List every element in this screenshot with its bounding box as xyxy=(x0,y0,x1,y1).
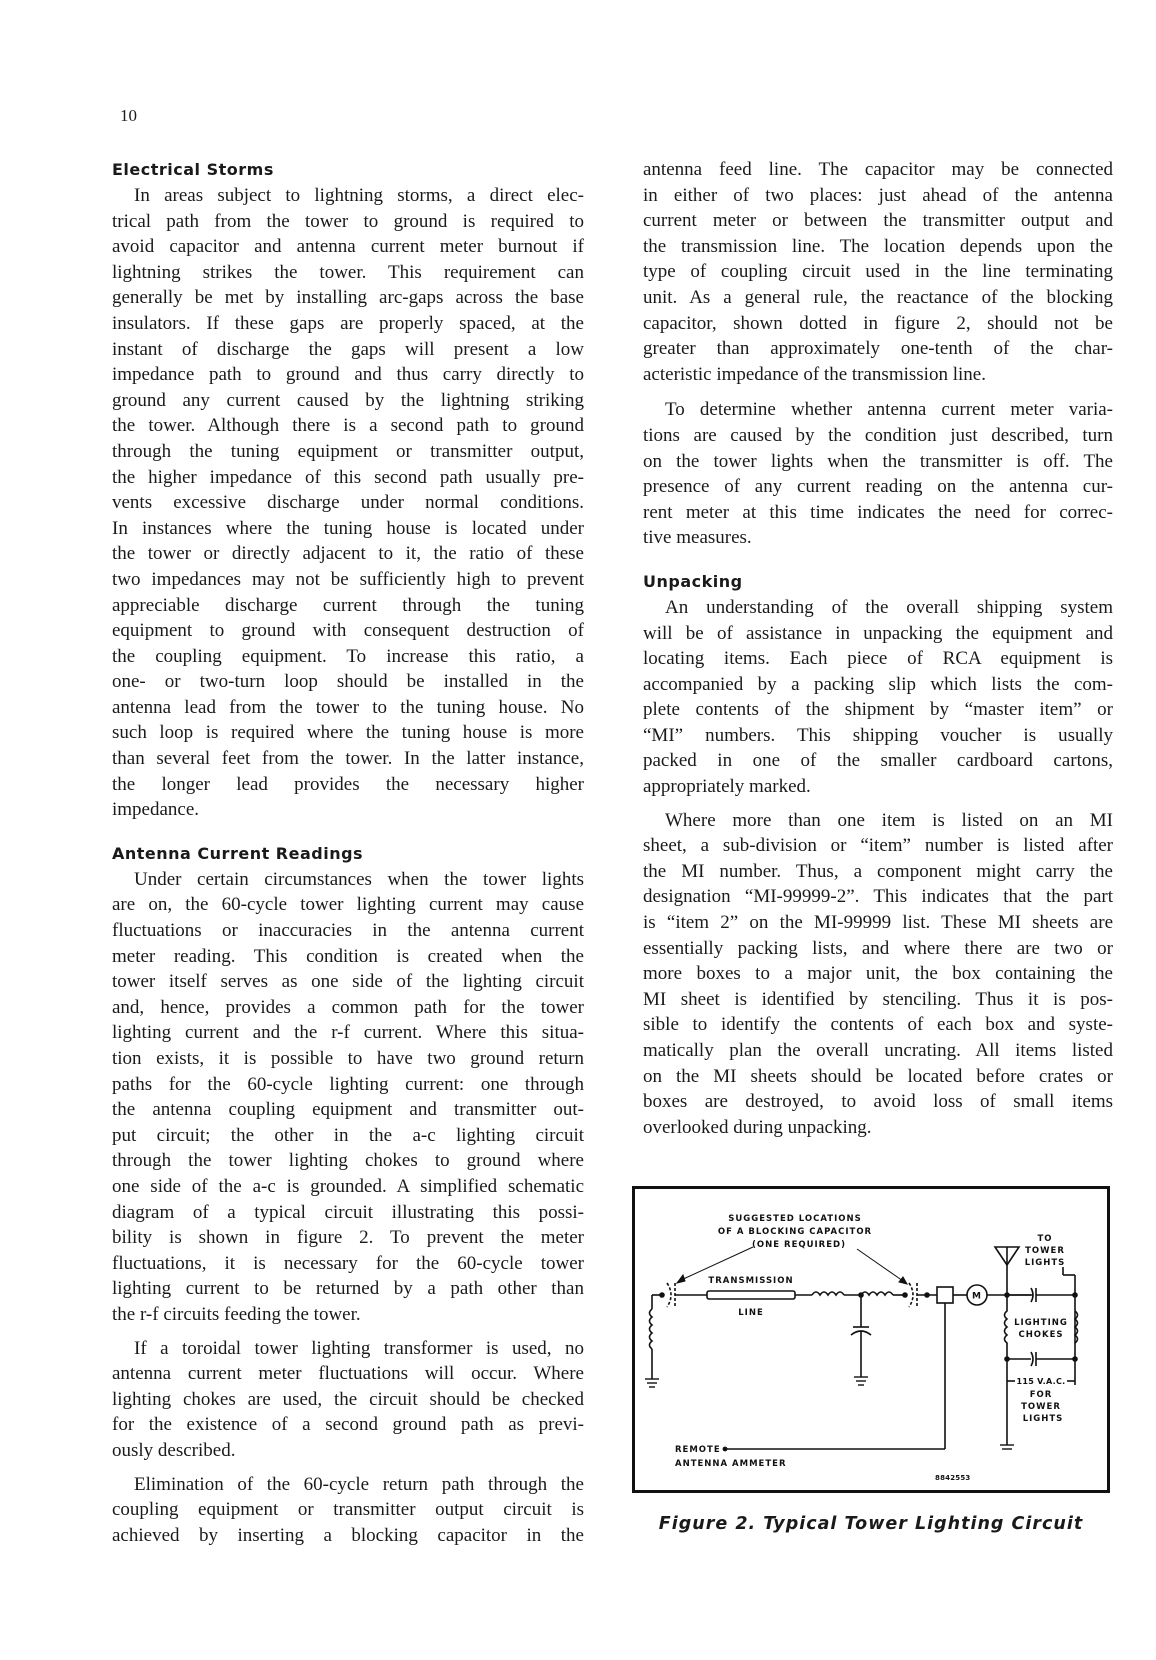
text-line: the coupling equipment. To increase this ratio, a xyxy=(112,645,584,667)
text-line: In areas subject to lightning storms, a direct elec- xyxy=(134,185,584,206)
text-line: In instances where the tuning house is located under xyxy=(112,517,584,539)
text-line: sheet, a sub-division or “item” number is listed after xyxy=(643,835,1113,857)
text-line: on the tower lights when the transmitter is off. The xyxy=(643,450,1113,472)
text-line: matically plan the overall uncrating. All items listed xyxy=(643,1040,1113,1061)
text-line: and, hence, provides a common path for the tower xyxy=(112,996,584,1018)
page-number: 10 xyxy=(120,106,137,125)
text-line: antenna current meter fluctuations will occur. Where xyxy=(112,1363,584,1385)
label-suggested-1: SUGGESTED LOCATIONS xyxy=(728,1214,862,1224)
text-line: current meter or between the transmitter output and xyxy=(643,210,1113,232)
text-line: locating items. Each piece of RCA equipment is xyxy=(643,648,1113,670)
text-line: “MI” numbers. This shipping voucher is usually xyxy=(643,724,1113,746)
text-line: the higher impedance of this second path usually pre- xyxy=(112,466,584,488)
text-line: instant of discharge the gaps will present a low xyxy=(112,338,584,360)
text-line: the tower. Although there is a second path to ground xyxy=(112,415,584,437)
text-line: two impedances may not be sufficiently high to prevent xyxy=(112,568,584,590)
text-line: If a toroidal tower lighting transformer is used, no xyxy=(134,1337,584,1359)
text-line: in either of two places: just ahead of the antenna xyxy=(643,184,1113,206)
text-line: through the tuning equipment or transmitter output, xyxy=(112,440,584,462)
text-line: coupling equipment or transmitter output circuit is xyxy=(112,1499,584,1521)
text-line: more boxes to a major unit, the box containing the xyxy=(643,963,1113,985)
figure-tower-lighting-circuit xyxy=(632,1186,1110,1493)
paragraph-unpacking-2 xyxy=(643,808,1113,1141)
text-line: generally be met by installing arc-gaps across the base xyxy=(112,287,584,309)
paragraph-continued-2 xyxy=(643,397,1113,551)
text-line: avoid capacitor and antenna current meter burnout if xyxy=(112,236,584,258)
text-line: the longer lead provides the necessary higher xyxy=(112,773,584,795)
text-line: on the MI sheets should be located before crates or xyxy=(643,1065,1113,1087)
label-suggested-2: OF A BLOCKING CAPACITOR xyxy=(717,1227,873,1237)
text-line: plete contents of the shipment by “master item” or xyxy=(643,699,1113,721)
text-line: impedance path to ground and thus carry directly to xyxy=(112,364,584,386)
text-line: MI sheet is identified by stenciling. Thus it is pos- xyxy=(643,988,1113,1010)
text-line: acteristic impedance of the transmission line. xyxy=(643,363,986,385)
text-line: trical path from the tower to ground is required to xyxy=(112,210,584,232)
text-line: for the existence of a second ground path as previ- xyxy=(112,1414,584,1436)
label-115vac: 115 V.A.C. xyxy=(1016,1377,1066,1386)
text-line: ously described. xyxy=(112,1439,236,1461)
text-line: bility is shown in figure 2. To prevent the meter xyxy=(112,1227,584,1249)
text-line: ground any current caused by the lightning striking xyxy=(112,389,584,411)
label-chokes: CHOKES xyxy=(1018,1330,1064,1340)
text-line: capacitor, shown dotted in figure 2, should not be xyxy=(643,312,1113,334)
text-line: equipment to ground with consequent destruction of xyxy=(112,620,584,642)
text-line: Under certain circumstances when the tower lights xyxy=(134,868,584,890)
label-antenna-ammeter: ANTENNA AMMETER xyxy=(675,1459,787,1469)
label-lights-2: LIGHTS xyxy=(1022,1414,1064,1424)
text-line: greater than approximately one-tenth of the char- xyxy=(643,338,1113,360)
paragraph-unpacking-1 xyxy=(643,595,1113,800)
text-line: is “item 2” on the MI-99999 list. These MI sheets are xyxy=(643,912,1113,934)
text-line: An understanding of the overall shipping system xyxy=(665,596,1113,618)
paragraph-electrical-storms xyxy=(112,183,584,823)
text-line: tion exists, it is possible to have two ground return xyxy=(112,1048,584,1069)
text-line: packed in one of the smaller cardboard cartons, xyxy=(643,750,1113,772)
meter-label: M xyxy=(972,1291,982,1302)
label-to: TO xyxy=(1037,1234,1053,1244)
text-line: presence of any current reading on the antenna cur- xyxy=(643,476,1113,498)
text-line: lighting current to be returned by a path other than xyxy=(112,1278,584,1300)
text-line: fluctuations or inaccuracies in the antenna current xyxy=(112,920,584,942)
paragraph-antenna-readings-1 xyxy=(112,867,584,1328)
label-transmission: TRANSMISSION xyxy=(708,1276,794,1286)
text-line: the tower or directly adjacent to it, the ratio of these xyxy=(112,543,584,565)
text-line: lighting chokes are used, the circuit should be checked xyxy=(112,1388,584,1410)
text-line: insulators. If these gaps are properly spaced, at the xyxy=(112,312,584,334)
text-line: essentially packing lists, and where there are two or xyxy=(643,937,1113,959)
text-line: Elimination of the 60-cycle return path through the xyxy=(134,1473,584,1495)
text-line: one side of the a-c is grounded. A simplified schematic xyxy=(112,1175,584,1197)
text-line: achieved by inserting a blocking capacitor in the xyxy=(112,1524,584,1546)
text-line: lightning strikes the tower. This requirement can xyxy=(112,261,584,283)
heading-antenna-current-readings: Antenna Current Readings xyxy=(112,843,364,863)
text-line: overlooked during unpacking. xyxy=(643,1116,872,1138)
text-line: tive measures. xyxy=(643,527,752,549)
text-line: one- or two-turn loop should be installed in the xyxy=(112,671,584,693)
heading-electrical-storms: Electrical Storms xyxy=(112,160,274,179)
text-line: appreciable discharge current through the tuning xyxy=(112,594,584,616)
text-line: lighting current and the r-f current. Where this situa- xyxy=(112,1022,584,1044)
text-line: paths for the 60-cycle lighting current: one through xyxy=(112,1073,584,1095)
text-line: appropriately marked. xyxy=(643,776,811,798)
right-column xyxy=(643,157,1113,1140)
text-line: the transmission line. The location depends upon the xyxy=(643,235,1113,257)
text-line: type of coupling circuit used in the line terminating xyxy=(643,261,1113,283)
label-for: FOR xyxy=(1029,1390,1053,1400)
text-line: sible to identify the contents of each box and syste- xyxy=(643,1014,1113,1036)
text-line: than several feet from the tower. In the latter instance, xyxy=(112,748,584,770)
text-line: diagram of a typical circuit illustrating this possi- xyxy=(112,1201,584,1223)
label-lights-1: LIGHTS xyxy=(1024,1258,1066,1268)
text-line: impedance. xyxy=(112,799,200,821)
text-line: put circuit; the other in the a-c lighting circuit xyxy=(112,1124,584,1146)
text-line: antenna lead from the tower to the tuning house. No xyxy=(112,696,584,718)
label-tower-1: TOWER xyxy=(1025,1246,1065,1256)
text-line: the MI number. Thus, a component might carry the xyxy=(643,860,1113,882)
heading-unpacking: Unpacking xyxy=(643,571,743,591)
text-line: the antenna coupling equipment and transmitter out- xyxy=(112,1099,584,1121)
label-suggested-3: (ONE REQUIRED) xyxy=(752,1240,846,1250)
label-lighting: LIGHTING xyxy=(1014,1318,1068,1328)
text-line: Where more than one item is listed on an MI xyxy=(665,809,1113,831)
text-line: unit. As a general rule, the reactance of the blocking xyxy=(643,286,1113,308)
text-line: through the tower lighting chokes to ground where xyxy=(112,1150,584,1172)
text-line: tower itself serves as one side of the lighting circuit xyxy=(112,971,584,993)
paragraph-antenna-readings-3 xyxy=(112,1472,584,1549)
text-line: vents excessive discharge under normal conditions. xyxy=(112,492,584,514)
text-line: accompanied by a packing slip which lists the com- xyxy=(643,673,1113,695)
figure-caption: Figure 2. Typical Tower Lighting Circuit xyxy=(658,1514,1084,1534)
text-line: the r-f circuits feeding the tower. xyxy=(112,1303,361,1325)
text-line: antenna feed line. The capacitor may be connected xyxy=(643,159,1113,180)
drawing-number: 8842553 xyxy=(935,1474,971,1482)
schematic-diagram xyxy=(635,1189,1113,1496)
text-line: are on, the 60-cycle tower lighting current may cause xyxy=(112,894,584,916)
label-line: LINE xyxy=(738,1308,764,1318)
text-line: rent meter at this time indicates the need for correc- xyxy=(643,501,1113,523)
text-line: fluctuations, it is necessary for the 60-cycle tower xyxy=(112,1252,584,1274)
text-line: meter reading. This condition is created when the xyxy=(112,945,584,967)
text-line: designation “MI-99999-2”. This indicates that the part xyxy=(643,886,1113,908)
text-line: tions are caused by the condition just described, turn xyxy=(643,424,1113,446)
paragraph-antenna-readings-2 xyxy=(112,1336,584,1464)
left-column xyxy=(112,157,584,1548)
text-line: will be of assistance in unpacking the equipment and xyxy=(643,622,1113,644)
text-line: boxes are destroyed, to avoid loss of small items xyxy=(643,1091,1113,1113)
text-line: such loop is required where the tuning house is more xyxy=(112,722,584,744)
paragraph-continued-1 xyxy=(643,157,1113,387)
label-remote: REMOTE xyxy=(675,1445,721,1455)
label-tower-2: TOWER xyxy=(1021,1402,1061,1412)
text-line: To determine whether antenna current meter varia- xyxy=(665,399,1113,421)
